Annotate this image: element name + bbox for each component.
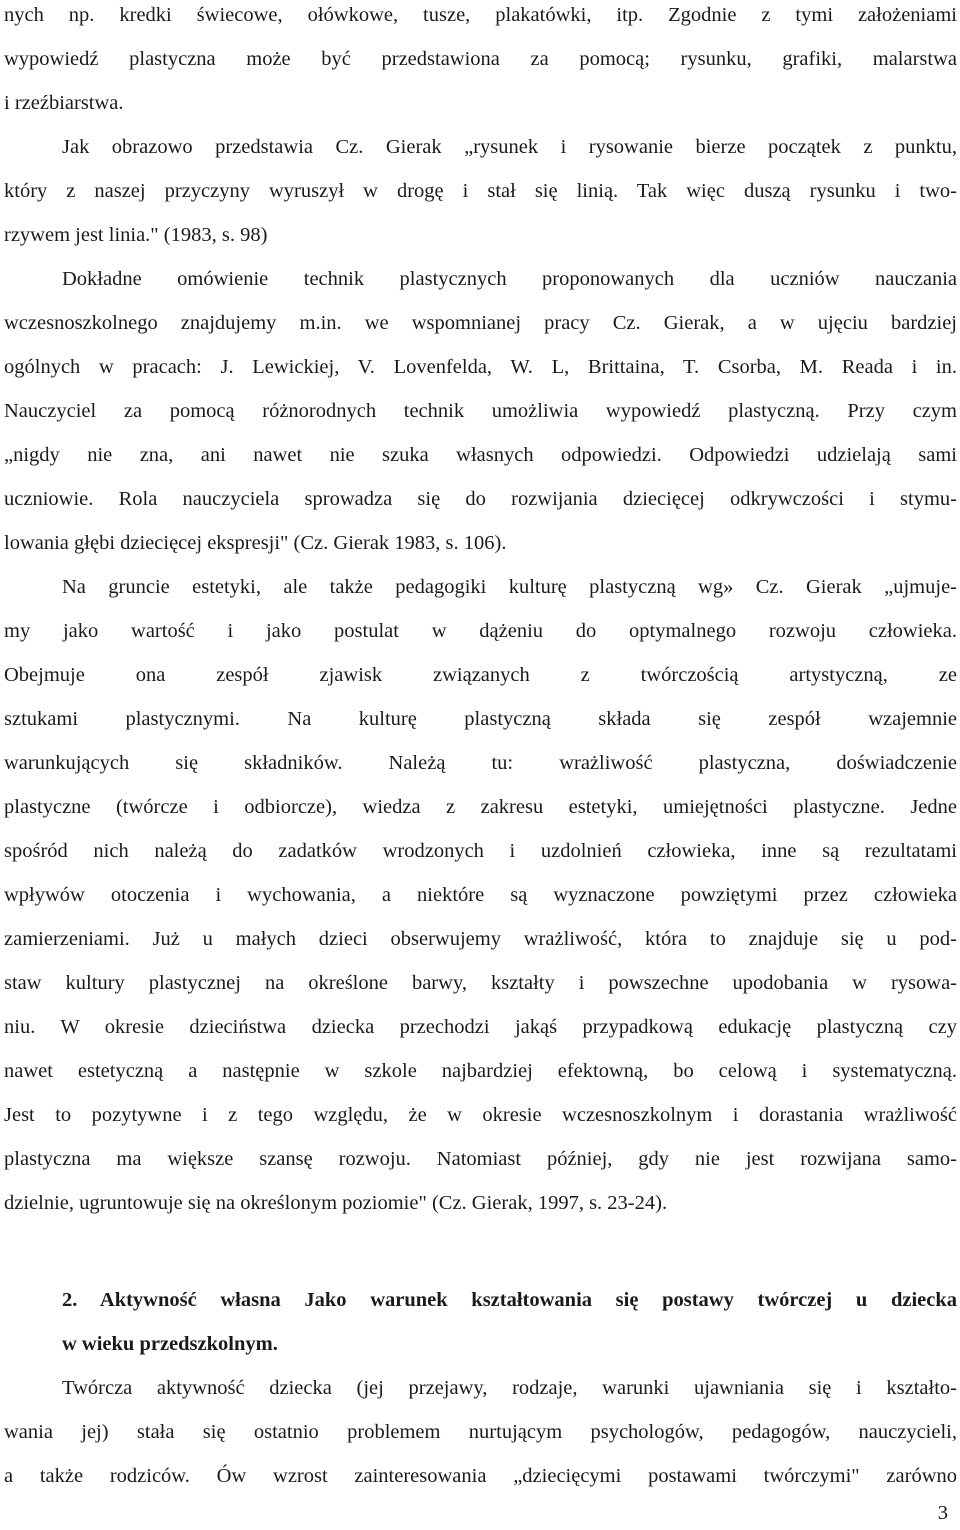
text-line: niu. W okresie dzieciństwa dziecka przechodzi jakąś przypadkową edukację plastyczną czy	[4, 1016, 957, 1038]
text-line: lowania głębi dziecięcej ekspresji" (Cz. Gierak 1983, s. 106).	[4, 532, 507, 554]
section-heading: 2. Aktywność własna Jako warunek kształtowania się postawy twórczej u dziecka	[62, 1289, 957, 1311]
text-line: rzywem jest linia." (1983, s. 98)	[4, 224, 268, 246]
text-line: Dokładne omówienie technik plastycznych proponowanych dla uczniów nauczania	[62, 268, 957, 290]
text-line: dzielnie, ugruntowuje się na określonym poziomie" (Cz. Gierak, 1997, s. 23-24).	[4, 1192, 668, 1214]
text-line: staw kultury plastycznej na określone barwy, kształty i powszechne upodobania w rysowa-	[4, 972, 957, 994]
text-line: Obejmuje ona zespół zjawisk związanych z twórczością artystyczną, ze	[4, 664, 957, 686]
text-line: wczesnoszkolnego znajdujemy m.in. we wspomnianej pracy Cz. Gierak, a w ujęciu bardziej	[4, 312, 957, 334]
text-line: spośród nich należą do zadatków wrodzonych i uzdolnień człowieka, inne są rezultatami	[4, 840, 957, 862]
text-line: Jest to pozytywne i z tego względu, że w okresie wczesnoszkolnym i dorastania wrażliwość	[4, 1104, 957, 1126]
text-line: wania jej) stała się ostatnio problemem nurtującym psychologów, pedagogów, nauczycieli,	[4, 1421, 957, 1443]
text-line: uczniowie. Rola nauczyciela sprowadza się do rozwijania dziecięcej odkrywczości i stymu-	[4, 488, 957, 510]
text-line: który z naszej przyczyny wyruszył w drogę i stał się linią. Tak więc duszą rysunku i two-	[4, 180, 957, 202]
text-line: i rzeźbiarstwa.	[4, 92, 124, 114]
text-line: ogólnych w pracach: J. Lewickiej, V. Lovenfelda, W. L, Brittaina, T. Csorba, M. Reada i in.	[4, 356, 957, 378]
text-line: Nauczyciel za pomocą różnorodnych technik umożliwia wypowiedź plastyczną. Przy czym	[4, 400, 957, 422]
text-line: plastyczna ma większe szansę rozwoju. Natomiast później, gdy nie jest rozwijana samo-	[4, 1148, 957, 1170]
text-line: Jak obrazowo przedstawia Cz. Gierak „rysunek i rysowanie bierze początek z punktu,	[62, 136, 957, 158]
text-line: wpływów otoczenia i wychowania, a niektóre są wyznaczone powziętymi przez człowieka	[4, 884, 957, 906]
text-line: nych np. kredki świecowe, ołówkowe, tusze, plakatówki, itp. Zgodnie z tymi założeniami	[4, 4, 957, 26]
text-line: „nigdy nie zna, ani nawet nie szuka własnych odpowiedzi. Odpowiedzi udzielają sami	[4, 444, 957, 466]
text-line: sztukami plastycznymi. Na kulturę plastyczną składa się zespół wzajemnie	[4, 708, 957, 730]
text-line: Twórcza aktywność dziecka (jej przejawy, rodzaje, warunki ujawniania się i kształto-	[62, 1377, 957, 1399]
text-line: zamierzeniami. Już u małych dzieci obserwujemy wrażliwość, która to znajduje się u pod-	[4, 928, 957, 950]
text-line: Na gruncie estetyki, ale także pedagogiki kulturę plastyczną wg» Cz. Gierak „ujmuje-	[62, 576, 957, 598]
text-line: nawet estetyczną a następnie w szkole najbardziej efektowną, bo celową i systematyczną.	[4, 1060, 957, 1082]
page-number: 3	[937, 1502, 948, 1524]
text-line: my jako wartość i jako postulat w dążeniu do optymalnego rozwoju człowieka.	[4, 620, 957, 642]
section-heading-continued: w wieku przedszkolnym.	[62, 1333, 278, 1355]
text-line: a także rodziców. Ów wzrost zainteresowania „dziecięcymi postawami twórczymi" zarówno	[4, 1465, 957, 1487]
text-line: wypowiedź plastyczna może być przedstawiona za pomocą; rysunku, grafiki, malarstwa	[4, 48, 957, 70]
text-line: plastyczne (twórcze i odbiorcze), wiedza z zakresu estetyki, umiejętności plastyczne. Jedne	[4, 796, 957, 818]
text-line: warunkujących się składników. Należą tu: wrażliwość plastyczna, doświadczenie	[4, 752, 957, 774]
